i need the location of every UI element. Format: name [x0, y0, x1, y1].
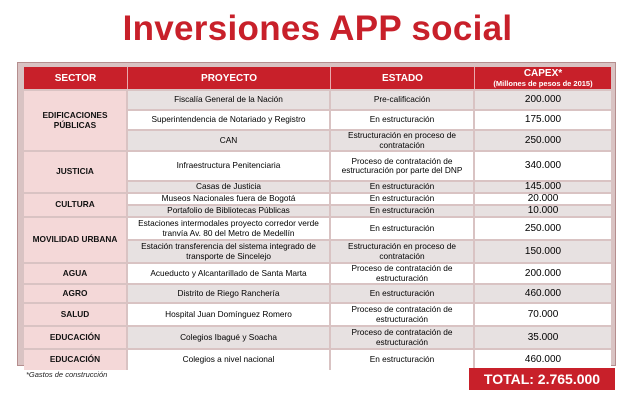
page-title: Inversiones APP social: [122, 9, 513, 48]
status-cell: En estructuración: [331, 180, 475, 192]
investment-table: [24, 67, 611, 370]
capex-cell: 200.000: [475, 89, 611, 109]
capex-cell: 35.000: [475, 325, 611, 348]
status-cell: Estructuración en proceso de contratación: [331, 239, 475, 262]
table-header-row: [24, 67, 611, 89]
project-cell: Fiscalía General de la Nación: [128, 89, 331, 109]
capex-cell: 70.000: [475, 302, 611, 325]
capex-cell: 175.000: [475, 109, 611, 129]
status-cell: En estructuración: [331, 204, 475, 216]
project-cell: Estación transferencia del sistema integrado de transporte de Sincelejo: [128, 239, 331, 262]
table-row: [24, 192, 611, 204]
header-capex-subtitle: (Millones de pesos de 2015): [493, 79, 593, 88]
capex-cell: 20.000: [475, 192, 611, 204]
table-row: [24, 89, 611, 109]
table-row: [24, 302, 611, 325]
project-cell: Hospital Juan Domínguez Romero: [128, 302, 331, 325]
project-cell: Infraestructura Penitenciaria: [128, 150, 331, 180]
capex-cell: 460.000: [475, 348, 611, 370]
header-capex-label: CAPEX*: [523, 68, 563, 79]
status-cell: Proceso de contratación de estructuración: [331, 302, 475, 325]
table-row: [24, 150, 611, 180]
sector-cell: SALUD: [24, 302, 128, 325]
capex-cell: 200.000: [475, 262, 611, 283]
project-cell: Portafolio de Bibliotecas Públicas: [128, 204, 331, 216]
header-proyecto: PROYECTO: [128, 67, 331, 89]
header-estado: ESTADO: [331, 67, 475, 89]
sector-cell: MOVILIDAD URBANA: [24, 216, 128, 262]
table-row: [24, 348, 611, 370]
capex-cell: 150.000: [475, 239, 611, 262]
project-cell: Estaciones intermodales proyecto corredor verde tranvía Av. 80 del Metro de Medellín: [128, 216, 331, 239]
project-cell: Superintendencia de Notariado y Registro: [128, 109, 331, 129]
footnote: *Gastos de construcción: [26, 370, 108, 379]
project-cell: Museos Nacionales fuera de Bogotá: [128, 192, 331, 204]
status-cell: En estructuración: [331, 348, 475, 370]
table-row: [24, 262, 611, 283]
header-capex: [475, 67, 611, 89]
project-cell: Acueducto y Alcantarillado de Santa Marta: [128, 262, 331, 283]
status-cell: Proceso de contratación de estructuración: [331, 262, 475, 283]
sector-cell: EDUCACIÓN: [24, 325, 128, 348]
sector-cell: EDUCACIÓN: [24, 348, 128, 370]
investment-table-frame: [17, 62, 616, 366]
status-cell: En estructuración: [331, 192, 475, 204]
table-row: [24, 325, 611, 348]
status-cell: Proceso de contratación de estructuración por parte del DNP: [331, 150, 475, 180]
sector-cell: CULTURA: [24, 192, 128, 216]
status-cell: En estructuración: [331, 109, 475, 129]
table-row: [24, 216, 611, 239]
status-cell: Estructuración en proceso de contratación: [331, 129, 475, 150]
capex-cell: 145.000: [475, 180, 611, 192]
status-cell: En estructuración: [331, 216, 475, 239]
status-cell: En estructuración: [331, 283, 475, 302]
total-badge: TOTAL: 2.765.000: [469, 368, 615, 390]
sector-cell: EDIFICACIONES PÚBLICAS: [24, 89, 128, 150]
project-cell: Casas de Justicia: [128, 180, 331, 192]
project-cell: Colegios Ibagué y Soacha: [128, 325, 331, 348]
capex-cell: 250.000: [475, 129, 611, 150]
header-sector: SECTOR: [24, 67, 128, 89]
capex-cell: 10.000: [475, 204, 611, 216]
capex-cell: 250.000: [475, 216, 611, 239]
status-cell: Pre-calificación: [331, 89, 475, 109]
sector-cell: AGUA: [24, 262, 128, 283]
capex-cell: 460.000: [475, 283, 611, 302]
project-cell: Colegios a nivel nacional: [128, 348, 331, 370]
table-row: [24, 283, 611, 302]
project-cell: Distrito de Riego Ranchería: [128, 283, 331, 302]
status-cell: Proceso de contratación de estructuración: [331, 325, 475, 348]
sector-cell: JUSTICIA: [24, 150, 128, 192]
sector-cell: AGRO: [24, 283, 128, 302]
capex-cell: 340.000: [475, 150, 611, 180]
project-cell: CAN: [128, 129, 331, 150]
